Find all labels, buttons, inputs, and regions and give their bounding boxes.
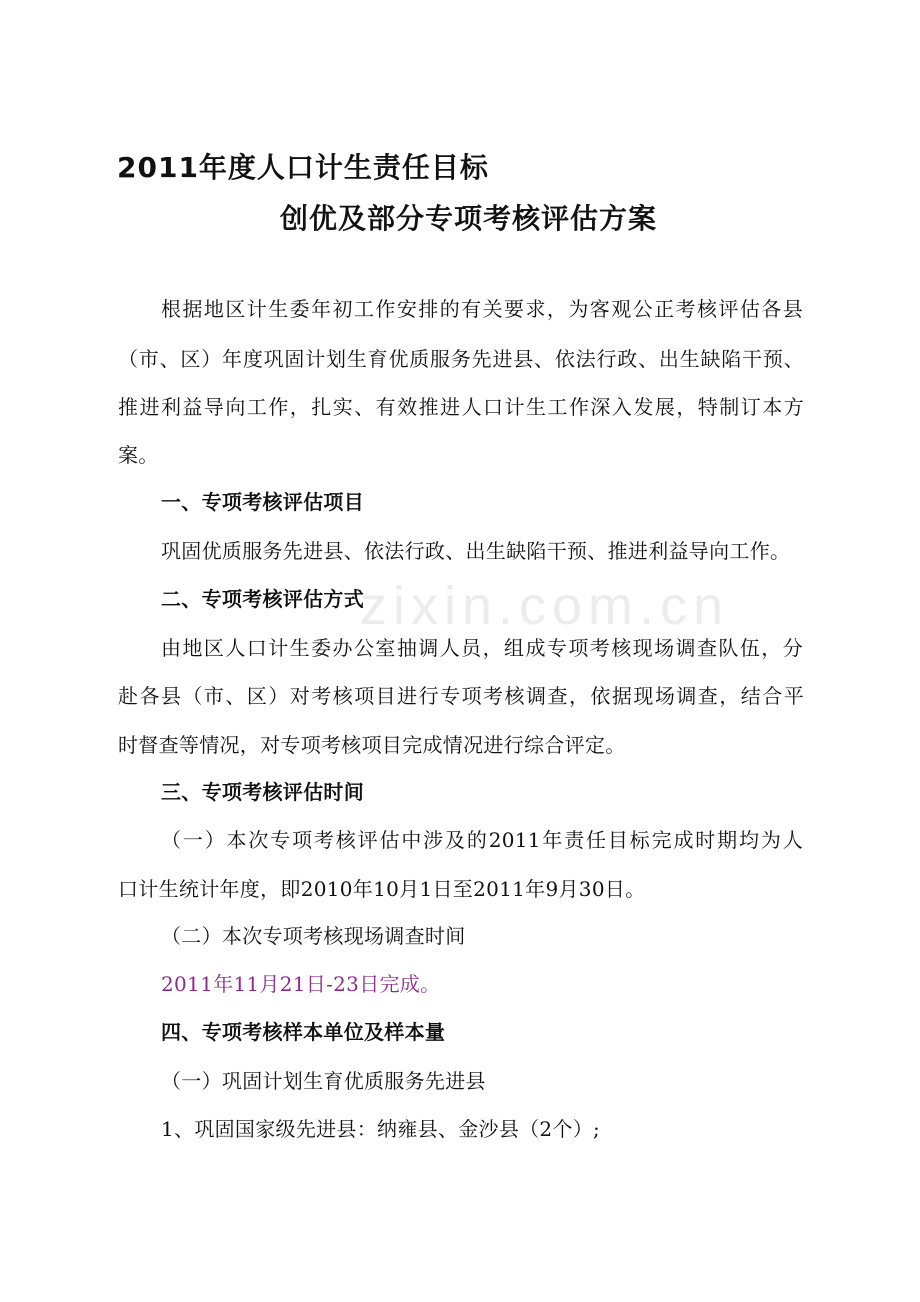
intro-line-1: 根据地区计生委年初工作安排的有关要求，为客观公正考核评估各县 [161,297,803,321]
section4-sub1: （一）巩固计划生育优质服务先进县 [161,1069,486,1093]
section1-heading: 一、专项考核评估项目 [161,490,364,514]
section3-heading: 三、专项考核评估时间 [161,780,364,804]
intro-line-4: 案。 [118,443,159,467]
section2-line-2: 赴各县（市、区）对考核项目进行专项考核调查，依据现场调查，结合平 [118,684,804,708]
section3-item1-line-2: 口计生统计年度，即2010年10月1日至2011年9月30日。 [118,877,646,901]
intro-line-2: （市、区）年度巩固计划生育优质服务先进县、依法行政、出生缺陷干预、 [118,347,804,371]
section3-item1-line-1: （一）本次专项考核评估中涉及的2011年责任目标完成时期均为人 [161,828,803,852]
section2-heading: 二、专项考核评估方式 [161,587,364,611]
section3-item2-date: 2011年11月21日-23日完成。 [161,972,441,996]
watermark: zixin.com.cn [360,576,730,636]
section2-line-3: 时督查等情况，对专项考核项目完成情况进行综合评定。 [118,733,626,757]
section3-item2: （二）本次专项考核现场调查时间 [161,924,466,948]
section4-item1: 1、巩固国家级先进县：纳雍县、金沙县（2个）; [161,1117,601,1141]
document-title-line1: 2011年度人口计生责任目标 [117,151,489,184]
intro-line-3: 推进利益导向工作，扎实、有效推进人口计生工作深入发展，特制订本方 [118,395,804,419]
document-title-line2: 创优及部分专项考核评估方案 [280,202,658,235]
section2-line-1: 由地区人口计生委办公室抽调人员，组成专项考核现场调查队伍，分 [161,636,803,660]
section4-heading: 四、专项考核样本单位及样本量 [161,1020,446,1044]
section1-text: 巩固优质服务先进县、依法行政、出生缺陷干预、推进利益导向工作。 [161,539,791,563]
